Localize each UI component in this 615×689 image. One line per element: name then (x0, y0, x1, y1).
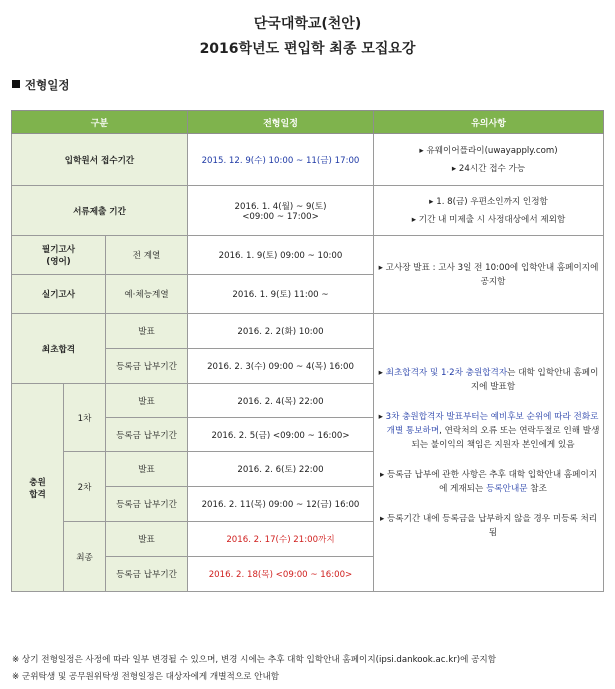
note-item: ▸ 등록기간 내에 등록금을 납부하지 않을 경우 미등록 처리됨 (379, 513, 598, 538)
header-schedule: 전형일정 (188, 111, 374, 134)
date-documents: 2016. 1. 4(월) ~ 9(토) <09:00 ~ 17:00> (188, 186, 374, 236)
note-item: ▸ 유웨이어플라이(uwayapply.com) (419, 145, 558, 156)
footnote-1: ※ 상기 전형일정은 사정에 따라 일부 변경될 수 있으며, 변경 시에는 추후 대학 입학안내 홈페이지(ipsi.dankook.ac.kr)에 공지함 (12, 655, 497, 665)
note-item: ▸ 3차 충원합격자 발표부터는 예비후보 순위에 따라 전화로 개별 통보하며, 연락처의 오류 또는 연락두절로 인해 발생되는 불이익의 책임은 지원자 본인에게 있음 (378, 411, 600, 450)
notes-documents (374, 186, 604, 236)
row-label-practical: 실기고사 (12, 275, 106, 314)
date-round2-payment: 2016. 2. 11(목) 09:00 ~ 12(금) 16:00 (188, 487, 374, 522)
sub-label-announce: 발표 (106, 314, 188, 349)
table-row (12, 236, 604, 275)
date-final-payment: 2016. 2. 18(목) <09:00 ~ 16:00> (188, 557, 374, 592)
document-title: 단국대학교(천안) (253, 16, 362, 32)
row-label-documents: 서류제출 기간 (12, 186, 188, 236)
date-practical: 2016. 1. 9(토) 11:00 ~ (188, 275, 374, 314)
date-round2-announce: 2016. 2. 6(토) 22:00 (188, 452, 374, 487)
date-written: 2016. 1. 9(토) 09:00 ~ 10:00 (188, 236, 374, 275)
header-category: 구분 (12, 111, 188, 134)
note-item: ▸ 고사장 발표 : 고사 3일 전 10:00에 입학안내 홈페이지에 공지함 (378, 262, 599, 287)
notes-application (374, 134, 604, 186)
sub-label-payment: 등록금 납부기간 (106, 557, 188, 592)
note-item: ▸ 최초합격자 및 1·2차 충원합격자는 대학 입학안내 홈페이지에 발표함 (378, 367, 599, 392)
notes-exams (374, 236, 604, 314)
notes-pass (374, 314, 604, 592)
section-heading (12, 77, 69, 93)
sub-label-payment: 등록금 납부기간 (106, 487, 188, 522)
note-item: ▸ 24시간 접수 가능 (451, 163, 526, 174)
note-item: ▸ 등록금 납부에 관한 사항은 추후 대학 입학안내 홈페이지에 게재되는 등록안내문 참조 (379, 469, 598, 494)
row-label-application: 입학원서 접수기간 (12, 134, 188, 186)
square-bullet-icon (12, 80, 20, 88)
date-first-announce: 2016. 2. 2(화) 10:00 (188, 314, 374, 349)
date-round1-payment: 2016. 2. 5(금) <09:00 ~ 16:00> (188, 418, 374, 452)
round-label-2: 2차 (64, 452, 106, 522)
document-subtitle: 2016학년도 편입학 최종 모집요강 (199, 41, 416, 57)
row-label-additional: 충원 합격 (12, 384, 64, 592)
table-row (12, 186, 604, 236)
date-round1-announce: 2016. 2. 4(목) 22:00 (188, 384, 374, 418)
footnote-2: ※ 군위탁생 및 공무원위탁생 전형일정은 대상자에게 개별적으로 안내함 (12, 672, 280, 682)
sub-label-announce: 발표 (106, 452, 188, 487)
sub-label-written: 전 계열 (106, 236, 188, 275)
round-label-1: 1차 (64, 384, 106, 452)
row-label-written: 필기고사 (영어) (12, 236, 106, 275)
note-item: ▸ 1. 8(금) 우편소인까지 인정함 (429, 196, 548, 207)
schedule-table (11, 110, 604, 592)
round-label-final: 최종 (64, 522, 106, 592)
note-item: ▸ 기간 내 미제출 시 사정대상에서 제외함 (411, 214, 566, 225)
section-heading-text: 전형일정 (25, 78, 70, 92)
sub-label-announce: 발표 (106, 522, 188, 557)
date-first-payment: 2016. 2. 3(수) 09:00 ~ 4(목) 16:00 (188, 349, 374, 384)
table-row (12, 314, 604, 349)
sub-label-payment: 등록금 납부기간 (106, 418, 188, 452)
row-label-first-pass: 최초합격 (12, 314, 106, 384)
sub-label-practical: 예·체능계열 (106, 275, 188, 314)
header-notes: 유의사항 (374, 111, 604, 134)
date-application: 2015. 12. 9(수) 10:00 ~ 11(금) 17:00 (188, 134, 374, 186)
sub-label-announce: 발표 (106, 384, 188, 418)
sub-label-payment: 등록금 납부기간 (106, 349, 188, 384)
table-row (12, 134, 604, 186)
date-final-announce: 2016. 2. 17(수) 21:00까지 (188, 522, 374, 557)
table-header-row (12, 111, 604, 134)
